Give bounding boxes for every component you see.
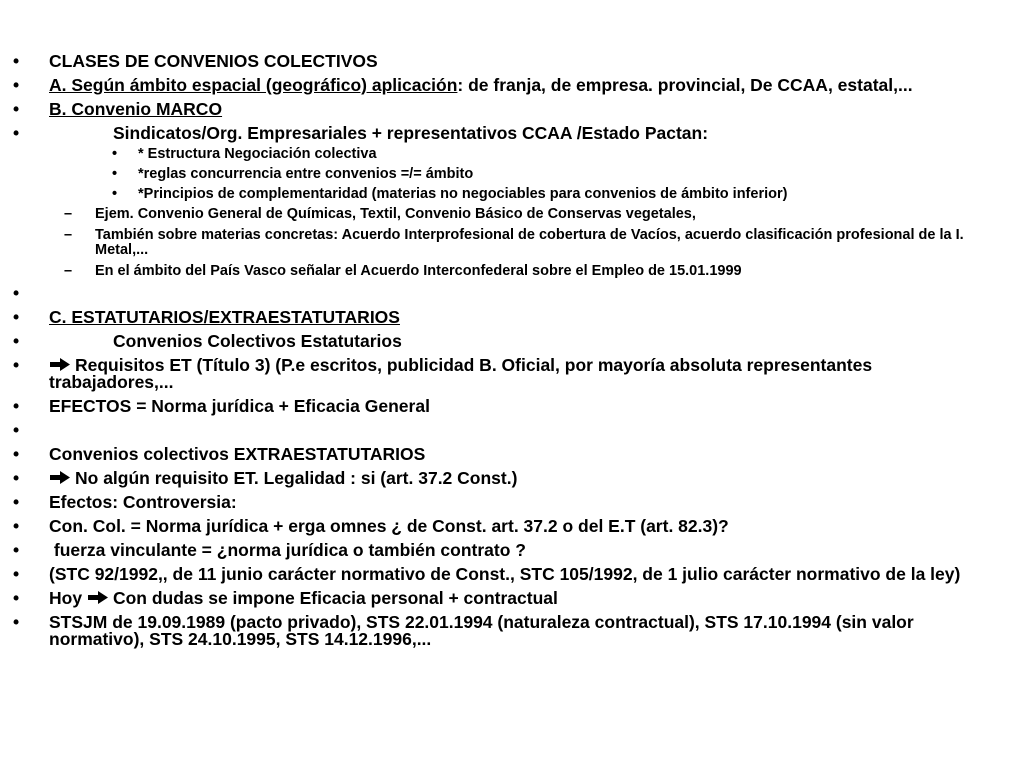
bullet-item	[0, 518, 1024, 535]
item-text: *Principios de complementaridad (materias no negociables para convenios de ámbito inferior)	[138, 186, 788, 202]
dash-item	[0, 264, 1024, 279]
bullet-item	[0, 53, 1024, 70]
item-text: STSJM de 19.09.1989 (pacto privado), STS 22.01.1994 (naturaleza contractual), STS 17.10.1994 (sin valor normativo), STS 24.10.1995, STS 14.12.1996,...	[49, 612, 914, 649]
item-text	[49, 420, 54, 440]
item-text	[49, 355, 872, 392]
bullet-item	[0, 614, 1024, 648]
arrow-right-icon	[49, 470, 71, 485]
sub-bullet-item	[0, 147, 1024, 162]
bullet-icon: •	[112, 146, 118, 162]
dash-item	[0, 207, 1024, 222]
bullet-item	[0, 77, 1024, 94]
bullet-icon: •	[13, 307, 20, 327]
item-underlined-heading: C. ESTATUTARIOS/EXTRAESTATUTARIOS	[49, 307, 400, 327]
dash-icon: –	[64, 227, 73, 243]
item-text: Con. Col. = Norma jurídica + erga omnes ¿ de Const. art. 37.2 o del E.T (art. 82.3)?	[49, 516, 729, 536]
dash-item	[0, 228, 1024, 258]
bullet-item	[0, 309, 1024, 326]
bullet-item	[0, 542, 1024, 559]
item-text-continuation: Con dudas se impone Eficacia personal + contractual	[112, 588, 558, 608]
item-text: En el ámbito del País Vasco señalar el Acuerdo Interconfederal sobre el Empleo de 15.01.1999	[95, 263, 742, 279]
bullet-item	[0, 566, 1024, 583]
bullet-icon: •	[13, 355, 20, 375]
bullet-icon: •	[13, 468, 20, 488]
bullet-item	[0, 125, 1024, 142]
bullet-item	[0, 590, 1024, 607]
bullet-item-empty	[0, 285, 1024, 302]
bullet-item	[0, 470, 1024, 487]
item-underlined-heading: B. Convenio MARCO	[49, 99, 223, 119]
bullet-icon: •	[13, 123, 20, 143]
bullet-item	[0, 398, 1024, 415]
bullet-icon: •	[13, 564, 20, 584]
bullet-icon: •	[13, 612, 20, 632]
arrow-right-icon	[87, 590, 109, 605]
bullet-item	[0, 101, 1024, 118]
bullet-icon: •	[13, 588, 20, 608]
item-text: EFECTOS = Norma jurídica + Eficacia General	[49, 396, 430, 416]
bullet-icon: •	[13, 492, 20, 512]
arrow-right-icon	[49, 357, 71, 372]
bullet-icon: •	[112, 166, 118, 182]
slide-content	[0, 53, 1024, 655]
bullet-icon: •	[13, 283, 20, 303]
bullet-icon: •	[13, 51, 20, 71]
item-text	[49, 283, 54, 303]
item-text-continuation: : de franja, de empresa. provincial, De CCAA, estatal,...	[457, 75, 913, 95]
dash-icon: –	[64, 263, 73, 279]
bullet-item-empty	[0, 422, 1024, 439]
item-text-continuation: Requisitos ET (Título 3) (P.e escritos, publicidad B. Oficial, por mayoría absoluta representantes trabajadores,...	[49, 355, 873, 392]
item-text: * Estructura Negociación colectiva	[138, 146, 377, 162]
item-underlined-heading: A. Según ámbito espacial (geográfico) aplicación	[49, 75, 458, 95]
item-text: *reglas concurrencia entre convenios =/= ámbito	[138, 166, 474, 182]
item-text: Convenios colectivos EXTRAESTATUTARIOS	[49, 444, 426, 464]
item-text: Convenios Colectivos Estatutarios	[113, 331, 402, 351]
bullet-item	[0, 357, 1024, 391]
bullet-item	[0, 494, 1024, 511]
item-text	[49, 75, 913, 95]
item-text: También sobre materias concretas: Acuerdo Interprofesional de cobertura de Vacíos, acuerdo clasificación profesional de la I. Metal,...	[95, 227, 964, 258]
item-text: Sindicatos/Org. Empresariales + representativos CCAA /Estado Pactan:	[113, 123, 709, 143]
sub-bullet-item	[0, 187, 1024, 202]
dash-icon: –	[64, 206, 73, 222]
item-text: (STC 92/1992,, de 11 junio carácter normativo de Const., STC 105/1992, de 1 julio carácter normativo de la ley)	[49, 564, 961, 584]
item-prefix: Hoy	[49, 588, 87, 608]
bullet-icon: •	[13, 420, 20, 440]
item-text: Ejem. Convenio General de Químicas, Textil, Convenio Básico de Conservas vegetales,	[95, 206, 696, 222]
bullet-item	[0, 446, 1024, 463]
item-text	[49, 588, 558, 608]
bullet-icon: •	[13, 99, 20, 119]
item-text-continuation: No algún requisito ET. Legalidad : si (art. 37.2 Const.)	[75, 468, 518, 488]
bullet-icon: •	[13, 444, 20, 464]
item-text: CLASES DE CONVENIOS COLECTIVOS	[49, 51, 378, 71]
item-text: Efectos: Controversia:	[49, 492, 237, 512]
bullet-icon: •	[13, 540, 20, 560]
bullet-icon: •	[13, 516, 20, 536]
item-text	[49, 468, 517, 488]
bullet-icon: •	[13, 331, 20, 351]
bullet-icon: •	[13, 396, 20, 416]
item-text: fuerza vinculante = ¿norma jurídica o también contrato ?	[49, 540, 526, 560]
bullet-icon: •	[112, 186, 118, 202]
bullet-icon: •	[13, 75, 20, 95]
bullet-item	[0, 333, 1024, 350]
sub-bullet-item	[0, 167, 1024, 182]
